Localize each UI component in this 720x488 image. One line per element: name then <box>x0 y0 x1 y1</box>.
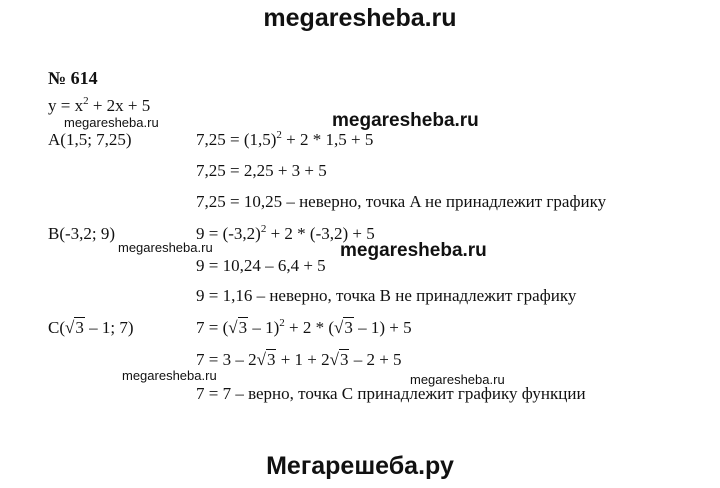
radicand: 3 <box>344 318 353 337</box>
radicand: 3 <box>266 350 276 369</box>
b-step-1-pre: 9 = (-3,2) <box>196 224 261 243</box>
radicand: 3 <box>238 318 248 337</box>
point-c-pre: C( <box>48 318 65 337</box>
sqrt-symbol: √3 <box>228 318 248 337</box>
sqrt-symbol: √3 <box>334 318 353 337</box>
function-pre: y = x <box>48 96 84 115</box>
c-step-2-post: – 2 + 5 <box>349 350 402 369</box>
a-step-1 <box>196 130 373 150</box>
a-step-1-post: + 2 * 1,5 + 5 <box>281 130 374 149</box>
c-step-1-mid2: + 2 * ( <box>284 318 335 337</box>
a-step-1-pre: 7,25 = (1,5) <box>196 130 277 149</box>
problem-number: № 614 <box>48 68 98 88</box>
watermark: megaresheba.ru <box>118 240 213 255</box>
c-step-1-pre: 7 = ( <box>196 318 229 337</box>
b-step-3: 9 = 1,16 – неверно, точка B не принадлежит графику <box>196 286 577 305</box>
function-line <box>48 96 150 116</box>
c-step-1 <box>196 318 412 338</box>
point-c-post: – 1; 7) <box>84 318 134 337</box>
c-step-1-mid: – 1) <box>248 318 280 337</box>
point-b: B(-3,2; 9) <box>48 224 116 243</box>
c-step-1-exp: 2 <box>279 317 285 329</box>
site-footer[interactable]: Мегарешеба.ру <box>266 452 454 480</box>
b-step-1-post: + 2 * (-3,2) + 5 <box>266 224 375 243</box>
b-step-2: 9 = 10,24 – 6,4 + 5 <box>196 256 326 275</box>
sqrt-symbol: √3 <box>65 318 84 337</box>
a-step-1-exp: 2 <box>276 129 282 141</box>
c-step-2-mid: + 1 + 2 <box>276 350 330 369</box>
a-step-3: 7,25 = 10,25 – неверно, точка A не принадлежит графику <box>196 192 607 211</box>
c-step-2 <box>196 350 402 370</box>
radicand: 3 <box>75 318 84 337</box>
watermark: megaresheba.ru <box>340 240 487 261</box>
b-step-1-exp: 2 <box>260 223 267 235</box>
watermark: megaresheba.ru <box>64 115 159 130</box>
watermark: megaresheba.ru <box>122 368 217 383</box>
a-step-2: 7,25 = 2,25 + 3 + 5 <box>196 161 327 180</box>
sqrt-symbol: √3 <box>256 350 276 369</box>
c-step-1-post: – 1) + 5 <box>353 318 412 337</box>
sqrt-symbol: √3 <box>329 350 349 369</box>
function-exp: 2 <box>83 95 89 107</box>
c-step-2-pre: 7 = 3 – 2 <box>196 350 257 369</box>
watermark: megaresheba.ru <box>332 110 479 131</box>
point-c <box>48 318 133 338</box>
site-header[interactable]: megaresheba.ru <box>263 4 457 32</box>
function-post: + 2x + 5 <box>88 96 151 115</box>
c-step-3: 7 = 7 – верно, точка C принадлежит графику функции <box>196 384 586 403</box>
watermark: megaresheba.ru <box>410 372 505 387</box>
radicand: 3 <box>339 350 349 369</box>
point-a: A(1,5; 7,25) <box>48 130 132 149</box>
